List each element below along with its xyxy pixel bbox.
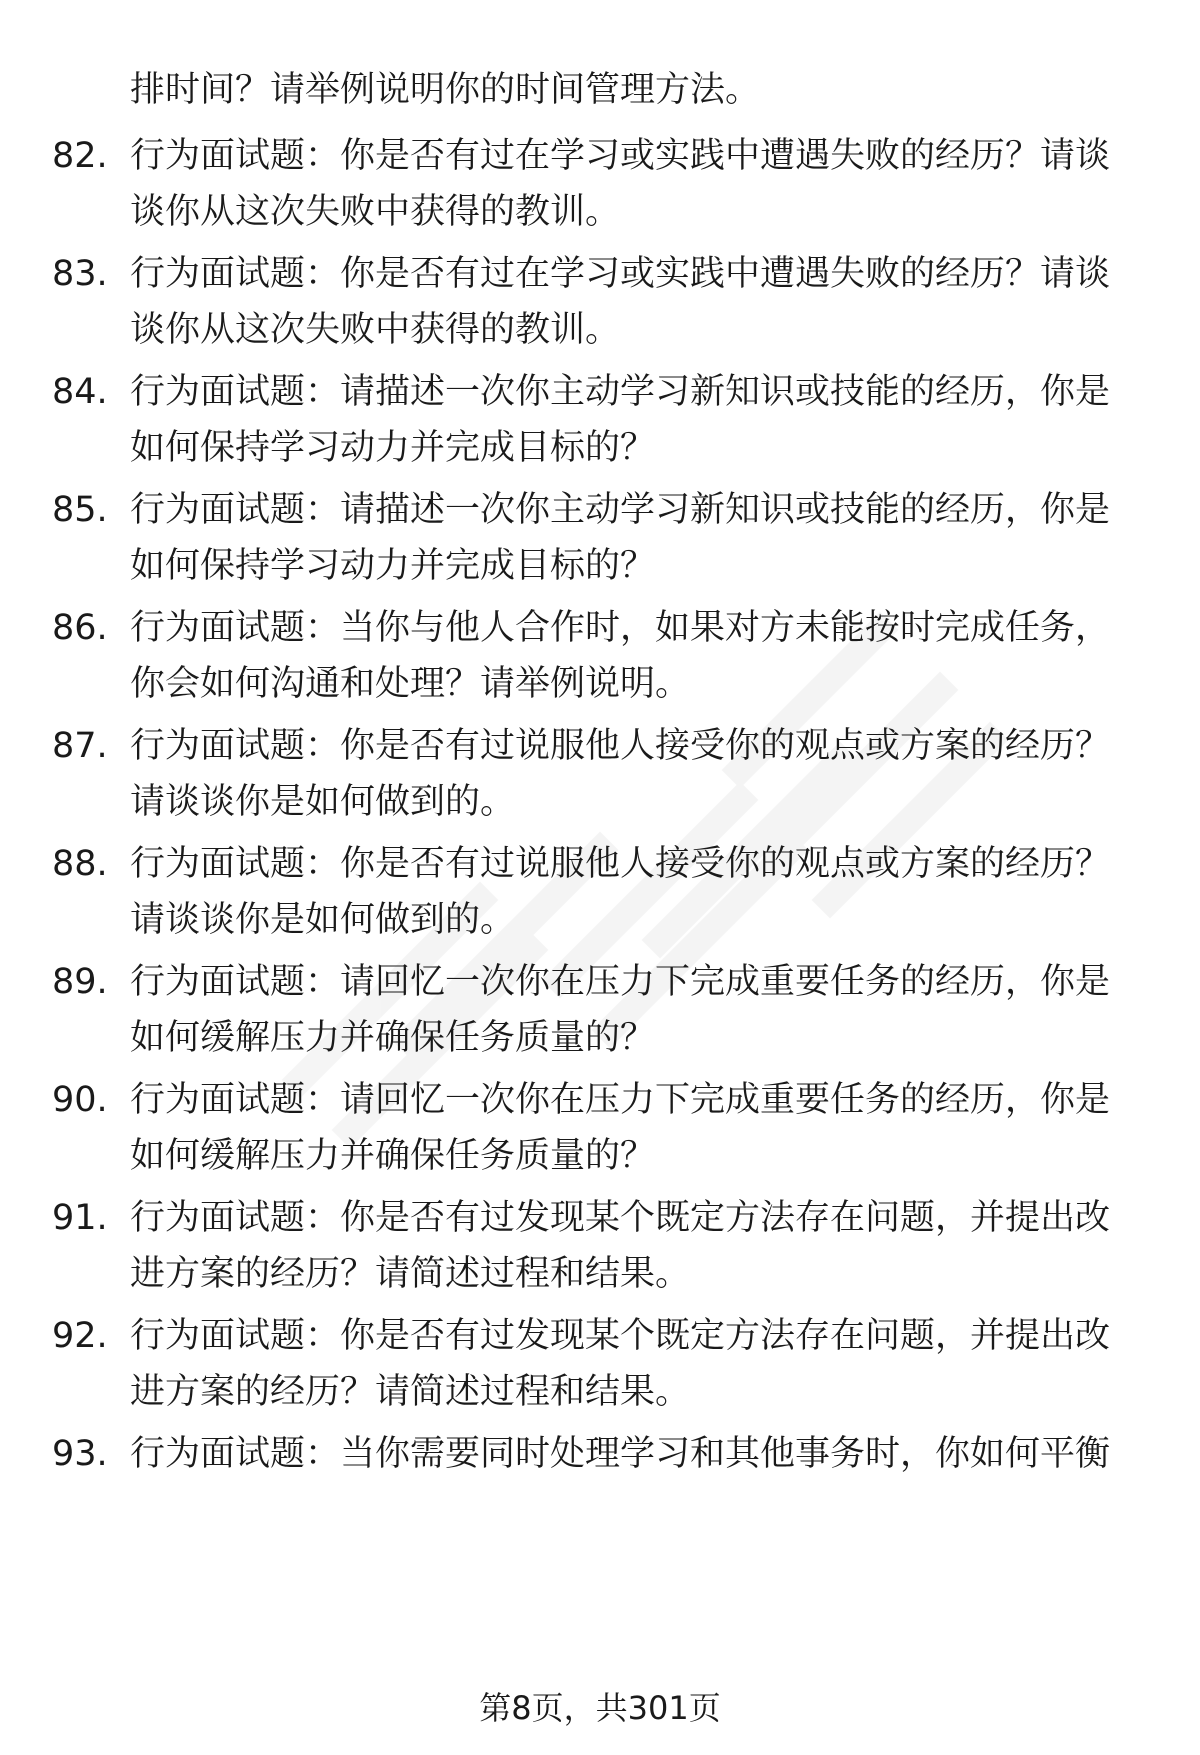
question-number: 87. xyxy=(52,726,108,766)
question-text: 行为面试题：请描述一次你主动学习新知识或技能的经历，你是如何保持学习动力并完成目标的？ xyxy=(130,372,1111,468)
question-number: 91. xyxy=(52,1198,108,1238)
question-item xyxy=(52,1190,1152,1302)
question-text: 行为面试题：你是否有过在学习或实践中遭遇失败的经历？请谈谈你从这次失败中获得的教训。 xyxy=(130,136,1111,232)
question-number: 86. xyxy=(52,608,108,648)
question-text: 行为面试题：你是否有过发现某个既定方法存在问题，并提出改进方案的经历？请简述过程和结果。 xyxy=(130,1316,1111,1412)
question-text: 行为面试题：你是否有过发现某个既定方法存在问题，并提出改进方案的经历？请简述过程和结果。 xyxy=(130,1198,1111,1294)
question-item xyxy=(52,482,1152,594)
question-number: 85. xyxy=(52,490,108,530)
question-item xyxy=(52,128,1152,240)
page-number-footer: 第8页，共301页 xyxy=(479,1689,721,1727)
question-text: 行为面试题：请描述一次你主动学习新知识或技能的经历，你是如何保持学习动力并完成目标的？ xyxy=(130,490,1111,586)
question-number: 88. xyxy=(52,844,108,884)
question-item xyxy=(52,954,1152,1066)
question-text: 行为面试题：当你需要同时处理学习和其他事务时，你如何平衡 xyxy=(130,1434,1111,1474)
continuation-line: 排时间？请举例说明你的时间管理方法。 xyxy=(130,70,761,110)
question-number: 89. xyxy=(52,962,108,1002)
question-item xyxy=(52,364,1152,476)
question-text: 行为面试题：你是否有过在学习或实践中遭遇失败的经历？请谈谈你从这次失败中获得的教训。 xyxy=(130,254,1111,350)
question-text: 行为面试题：你是否有过说服他人接受你的观点或方案的经历？请谈谈你是如何做到的。 xyxy=(130,726,1111,822)
question-number: 92. xyxy=(52,1316,108,1356)
question-number: 90. xyxy=(52,1080,108,1120)
question-text: 行为面试题：请回忆一次你在压力下完成重要任务的经历，你是如何缓解压力并确保任务质量的？ xyxy=(130,1080,1111,1176)
question-text: 行为面试题：你是否有过说服他人接受你的观点或方案的经历？请谈谈你是如何做到的。 xyxy=(130,844,1111,940)
question-item xyxy=(52,600,1152,712)
question-text: 行为面试题：当你与他人合作时，如果对方未能按时完成任务，你会如何沟通和处理？请举例说明。 xyxy=(130,608,1111,704)
question-item xyxy=(52,246,1152,358)
question-item xyxy=(52,1426,1152,1482)
question-number: 83. xyxy=(52,254,108,294)
question-item xyxy=(52,836,1152,948)
question-number: 82. xyxy=(52,136,108,176)
question-item xyxy=(52,718,1152,830)
question-item xyxy=(52,1308,1152,1420)
question-text: 行为面试题：请回忆一次你在压力下完成重要任务的经历，你是如何缓解压力并确保任务质量的？ xyxy=(130,962,1111,1058)
question-item xyxy=(52,1072,1152,1184)
question-number: 93. xyxy=(52,1434,108,1474)
question-number: 84. xyxy=(52,372,108,412)
